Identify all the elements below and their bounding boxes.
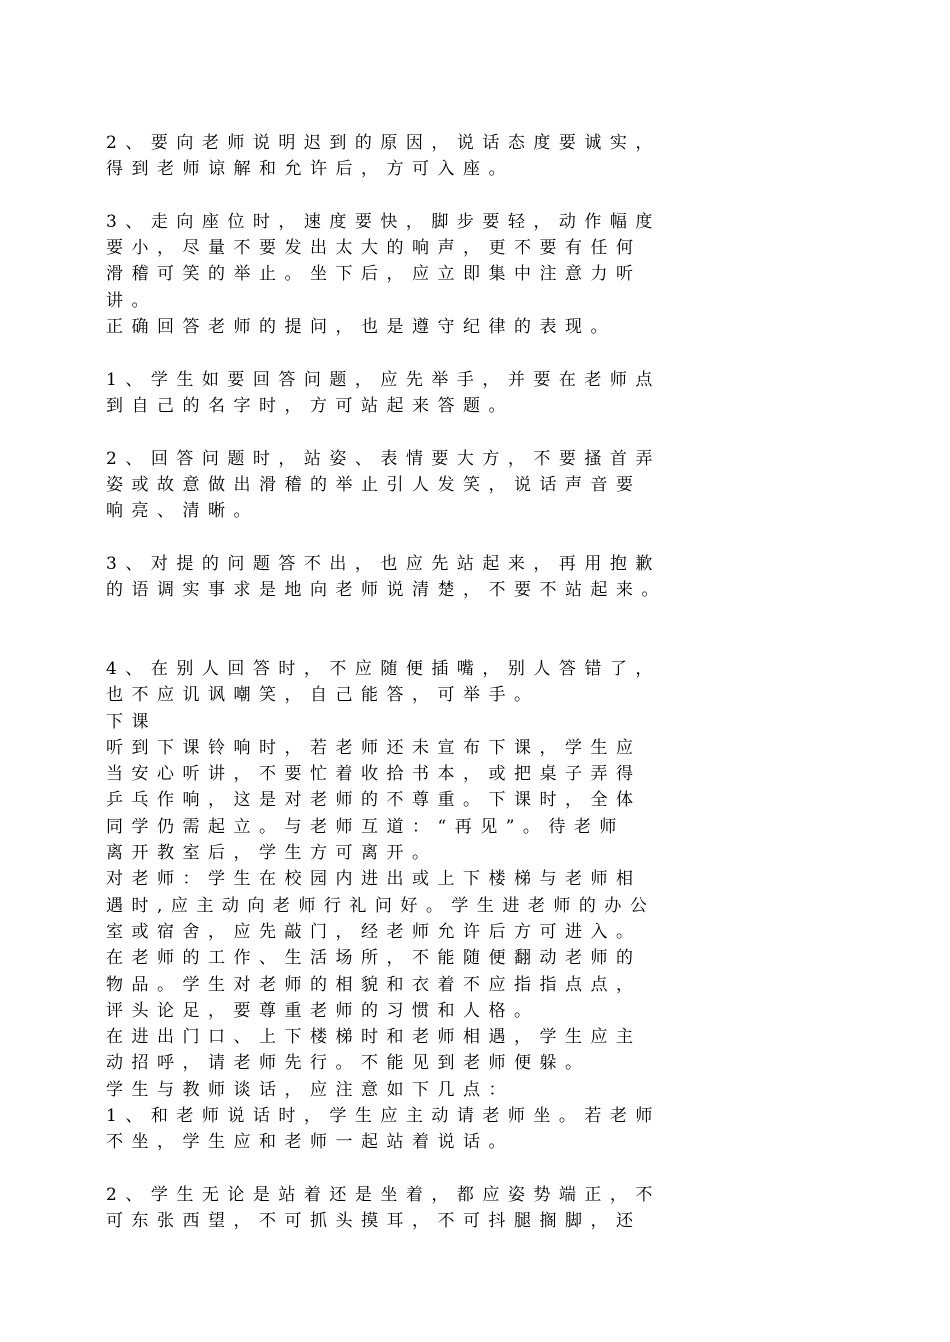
text-line: 乒乓作响，这是对老师的不尊重。下课时，全体 xyxy=(106,790,642,811)
text-line: 物品。学生对老师的相貌和衣着不应指指点点， xyxy=(106,974,642,995)
document-body xyxy=(106,130,856,1234)
text-line: 3、走向座位时，速度要快，脚步要轻，动作幅度 xyxy=(106,211,661,232)
blank-line xyxy=(106,630,856,656)
text-line: 的语调实事求是地向老师说清楚，不要不站起来。 xyxy=(106,580,667,601)
text-line: 听到下课铃响时，若老师还未宣布下课，学生应 xyxy=(106,737,642,758)
text-line: 滑稽可笑的举止。坐下后，应立即集中注意力听 xyxy=(106,264,642,285)
text-line: 当安心听讲，不要忙着收拾书本，或把桌子弄得 xyxy=(106,764,642,785)
text-line: 对老师：学生在校园内进出或上下楼梯与老师相 xyxy=(106,869,642,890)
text-line: 3、对提的问题答不出，也应先站起来，再用抱歉 xyxy=(106,553,661,574)
text-line: 学生与教师谈话，应注意如下几点： xyxy=(106,1079,514,1100)
blank-line xyxy=(106,524,856,550)
text-line: 同学仍需起立。与老师互道：“再见”。待老师 xyxy=(106,816,625,837)
text-line: 4、在别人回答时，不应随便插嘴，别人答错了， xyxy=(106,658,661,679)
blank-line xyxy=(106,419,856,445)
text-line: 在进出门口、上下楼梯时和老师相遇，学生应主 xyxy=(106,1027,642,1048)
text-line: 可东张西望，不可抓头摸耳，不可抖腿搁脚，还 xyxy=(106,1211,642,1232)
text-line: 1、和老师说话时，学生应主动请老师坐。若老师 xyxy=(106,1105,661,1126)
text-line: 遇时,应主动向老师行礼问好。学生进老师的办公 xyxy=(106,895,656,916)
blank-line xyxy=(106,183,856,209)
text-line: 离开教室后，学生方可离开。 xyxy=(106,843,438,864)
blank-line xyxy=(106,603,856,629)
text-line: 得到老师谅解和允许后，方可入座。 xyxy=(106,159,514,180)
text-line: 室或宿舍，应先敲门，经老师允许后方可进入。 xyxy=(106,921,642,942)
blank-line xyxy=(106,340,856,366)
text-line: 要小，尽量不要发出太大的响声，更不要有任何 xyxy=(106,238,642,259)
blank-line xyxy=(106,1156,856,1182)
text-line: 姿或故意做出滑稽的举止引人发笑，说话声音要 xyxy=(106,474,642,495)
text-line: 动招呼，请老师先行。不能见到老师便躲。 xyxy=(106,1053,591,1074)
text-line: 也不应讥讽嘲笑，自己能答，可举手。 xyxy=(106,685,540,706)
text-line: 正确回答老师的提问，也是遵守纪律的表现。 xyxy=(106,317,616,338)
text-line: 下课 xyxy=(106,711,157,732)
text-line: 讲。 xyxy=(106,290,157,311)
text-line: 到自己的名字时，方可站起来答题。 xyxy=(106,395,514,416)
text-line: 不坐，学生应和老师一起站着说话。 xyxy=(106,1132,514,1153)
text-line: 评头论足，要尊重老师的习惯和人格。 xyxy=(106,1000,540,1021)
text-line: 响亮、清晰。 xyxy=(106,501,259,522)
text-line: 在老师的工作、生活场所，不能随便翻动老师的 xyxy=(106,948,642,969)
text-line: 1、学生如要回答问题，应先举手，并要在老师点 xyxy=(106,369,661,390)
text-line: 2、回答问题时，站姿、表情要大方，不要搔首弄 xyxy=(106,448,661,469)
text-line: 2、要向老师说明迟到的原因，说话态度要诚实， xyxy=(106,133,661,153)
text-line: 2、学生无论是站着还是坐着，都应姿势端正，不 xyxy=(106,1184,661,1205)
